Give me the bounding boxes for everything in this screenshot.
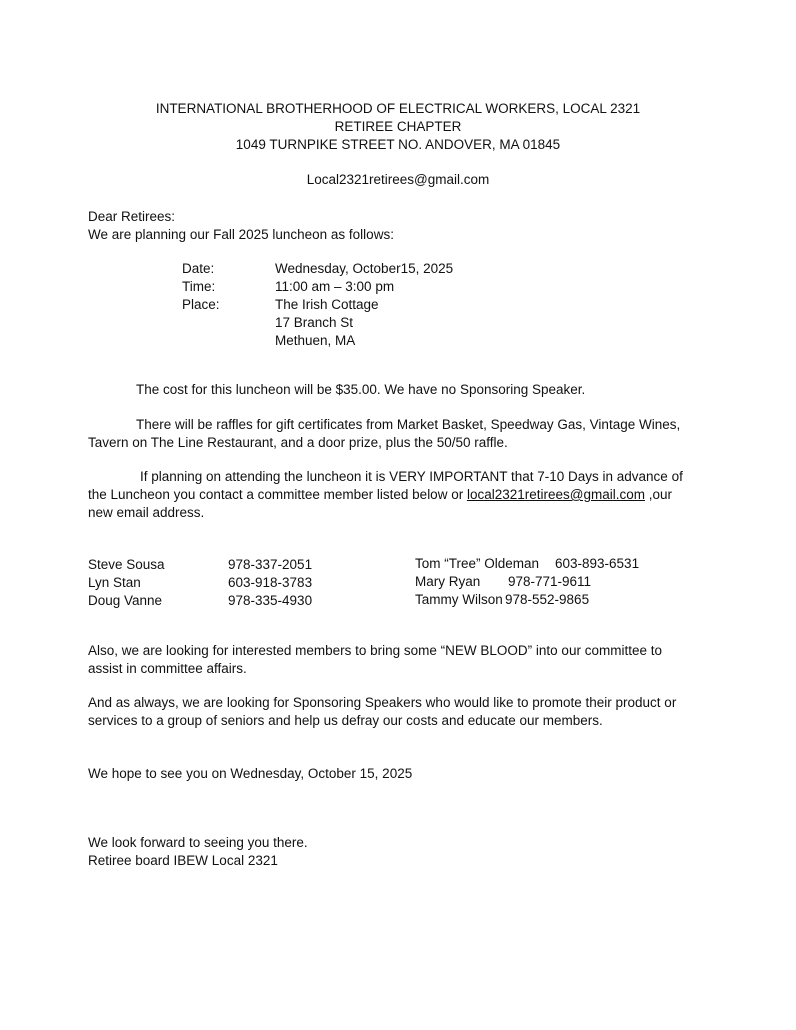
signature-line: Retiree board IBEW Local 2321	[88, 853, 278, 868]
cost-paragraph: The cost for this luncheon will be $35.00. We have no Sponsoring Speaker.	[136, 382, 586, 397]
rsvp-text-before: If planning on attending the luncheon it is VERY IMPORTANT that 7-10 Days in advance of the Luncheon you contact a committee member listed below or	[88, 469, 683, 502]
header-address: 1049 TURNPIKE STREET NO. ANDOVER, MA 01845	[235, 137, 561, 152]
time-value: 11:00 am – 3:00 pm	[275, 279, 395, 294]
contact-name: Tammy Wilson	[415, 592, 503, 607]
date-value: Wednesday, October15, 2025	[275, 261, 454, 276]
contact-name: Lyn Stan	[88, 575, 141, 590]
contact-name: Doug Vanne	[88, 593, 163, 608]
place-label: Place:	[182, 297, 220, 312]
hope-line: We hope to see you on Wednesday, October 15, 2025	[88, 766, 413, 781]
rsvp-text-after: ,our new email address.	[88, 487, 672, 520]
contact-name: Steve Sousa	[88, 557, 165, 572]
time-label: Time:	[182, 279, 216, 294]
rsvp-paragraph	[88, 468, 693, 522]
contact-phone: 603-893-6531	[555, 556, 640, 571]
contact-phone: 603-918-3783	[228, 575, 313, 590]
header-organization: INTERNATIONAL BROTHERHOOD OF ELECTRICAL WORKERS, LOCAL 2321	[155, 101, 641, 116]
contact-phone: 978-337-2051	[228, 557, 313, 572]
sponsors-paragraph: And as always, we are looking for Sponsoring Speakers who would like to promote their product or services to a group of seniors and help us defray our costs and educate our members.	[88, 695, 677, 728]
closing-line: We look forward to seeing you there.	[88, 835, 308, 850]
date-label: Date:	[182, 261, 215, 276]
intro-text: We are planning our Fall 2025 luncheon as follows:	[88, 227, 394, 242]
place-street: 17 Branch St	[275, 315, 354, 330]
contact-phone: 978-771-9611	[508, 574, 592, 589]
contact-name: Tom “Tree” Oldeman	[415, 556, 540, 571]
place-city: Methuen, MA	[275, 333, 356, 348]
header-email: Local2321retirees@gmail.com	[306, 172, 490, 187]
contact-phone: 978-335-4930	[228, 593, 313, 608]
greeting: Dear Retirees:	[88, 209, 176, 224]
contact-name: Mary Ryan	[415, 574, 481, 589]
contact-phone: 978-552-9865	[505, 592, 590, 607]
new-blood-paragraph: Also, we are looking for interested members to bring some “NEW BLOOD” into our committee to assist in committee affairs.	[88, 643, 662, 676]
header-chapter: RETIREE CHAPTER	[334, 119, 462, 134]
rsvp-email-link[interactable]: local2321retirees@gmail.com	[466, 487, 645, 502]
place-name: The Irish Cottage	[275, 297, 379, 312]
raffles-paragraph: There will be raffles for gift certificates from Market Basket, Speedway Gas, Vintage Wines, Tavern on The Line Restaurant, and a door prize, plus the 50/50 raffle.	[88, 417, 681, 450]
